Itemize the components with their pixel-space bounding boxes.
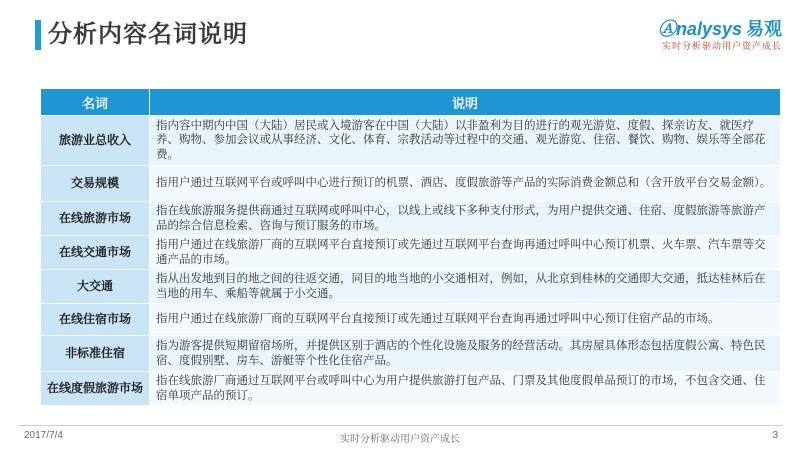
logo-slogan: 实时分析驱动用户资产成长	[661, 41, 782, 51]
description-cell: 指在线旅游服务提供商通过互联网或呼叫中心，以线上或线下多种支付形式，为用户提供交通、住宿、度假旅游等旅游产品的综合信息检索、咨询与预订服务的市场。	[150, 202, 781, 236]
footer-date: 2017/7/4	[24, 430, 63, 441]
glossary-table	[40, 88, 781, 406]
logo-swoosh-icon: Ⓐ	[657, 19, 676, 39]
term-cell: 大交通	[41, 270, 150, 304]
description-cell: 指用户通过在线旅游厂商的互联网平台直接预订或先通过互联网平台查询再通过呼叫中心预订机票、火车票、汽车票等交通产品的市场。	[150, 236, 781, 270]
table-row	[41, 304, 781, 336]
logo-wordmark: Ⓐnalysys 易观	[657, 19, 782, 39]
table-row	[41, 236, 781, 270]
description-cell: 指从出发地到目的地之间的往返交通，同目的地当地的小交通相对，例如，从北京到桂林的交通即大交通，抵达桂林后在当地的用车、乘船等就属于小交通。	[150, 270, 781, 304]
term-cell: 交易规模	[41, 166, 150, 202]
description-cell: 指内容中期内中国（大陆）居民或入境游客在中国（大陆）以非盈利为目的进行的观光游览、度假、探亲访友、就医疗养、购物、参加会议或从事经济、文化、体育、宗教活动等过程中的交通、观光游览、住宿、餐饮、购物、娱乐等全部花费。	[150, 116, 781, 166]
term-cell: 在线交通市场	[41, 236, 150, 270]
description-cell: 指用户通过在线旅游厂商的互联网平台直接预订或先通过互联网平台查询再通过呼叫中心预订住宿产品的市场。	[150, 304, 781, 336]
description-cell: 指在线旅游厂商通过互联网平台或呼叫中心为用户提供旅游打包产品、门票及其他度假单品预订的市场，不包含交通、住宿单项产品的预订。	[150, 372, 781, 406]
analysys-logo	[652, 15, 782, 57]
table-row	[41, 166, 781, 202]
title-accent-bar	[35, 20, 41, 50]
description-cell: 指为游客提供短期留宿场所，并提供区别于酒店的个性化设施及服务的经营活动。其房屋具体形态包括度假公寓、特色民宿、度假别墅、房车、游艇等个性化住宿产品。	[150, 336, 781, 372]
footer-slogan: 实时分析驱动用户资产成长	[340, 434, 460, 445]
table-row	[41, 270, 781, 304]
term-cell: 在线旅游市场	[41, 202, 150, 236]
table-row	[41, 336, 781, 372]
description-cell: 指用户通过互联网平台或呼叫中心进行预订的机票、酒店、度假旅游等产品的实际消费金额总和（含开放平台交易金额）。	[150, 166, 781, 202]
term-cell: 在线度假旅游市场	[41, 372, 150, 406]
page-number: 3	[772, 430, 778, 441]
term-cell: 在线住宿市场	[41, 304, 150, 336]
footer-divider	[18, 425, 782, 426]
term-cell: 旅游业总收入	[41, 116, 150, 166]
term-cell: 非标准住宿	[41, 336, 150, 372]
table-header-row	[41, 89, 781, 116]
table-row	[41, 116, 781, 166]
table-row	[41, 372, 781, 406]
header-description: 说明	[150, 89, 781, 116]
header-term: 名词	[41, 89, 150, 116]
table-row	[41, 202, 781, 236]
page-title: 分析内容名词说明	[48, 21, 248, 48]
